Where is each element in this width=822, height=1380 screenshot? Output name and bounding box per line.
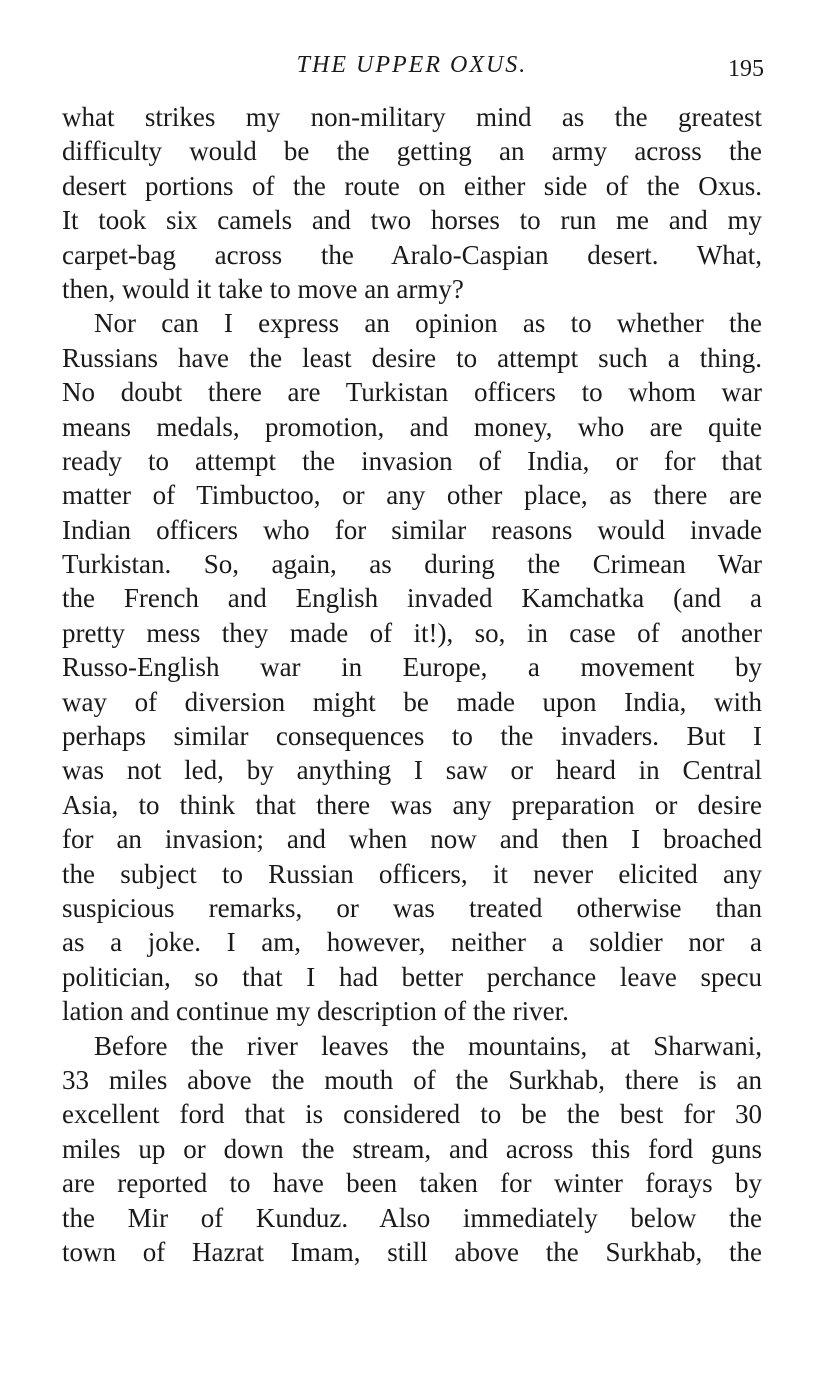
text-line: Russians have the least desire to attempt such a thing. [62,342,762,373]
text-line: then, would it take to move an army? [62,273,464,304]
text-line: pretty mess they made of it!), so, in case of another [62,617,762,648]
text-line: the French and English invaded Kamchatka (and a [62,583,762,614]
text-line: what strikes my non-military mind as the greatest [62,102,762,132]
text-line: lation and continue my description of the river. [62,996,569,1027]
text-line: It took six camels and two horses to run me and my [62,205,762,236]
text-line: excellent ford that is considered to be the best for 30 [62,1099,762,1130]
text-line: Russo-English war in Europe, a movement by [62,652,762,683]
text-line: 33 miles above the mouth of the Surkhab, there is an [62,1064,762,1095]
text-line: perhaps similar consequences to the invaders. But I [62,721,762,752]
text-line: difficulty would be the getting an army across the [62,136,762,167]
text-line: means medals, promotion, and money, who are quite [62,411,762,442]
text-line: No doubt there are Turkistan officers to whom war [62,377,762,408]
text-line: Turkistan. So, again, as during the Crimean War [62,549,762,580]
text-line: as a joke. I am, however, neither a soldier nor a [62,927,762,958]
text-line: suspicious remarks, or was treated otherwise than [62,892,762,923]
running-head [62,52,762,86]
text-line: the subject to Russian officers, it never elicited any [62,858,762,889]
text-line: matter of Timbuctoo, or any other place, as there are [62,480,762,511]
running-title: THE UPPER OXUS. [296,52,528,78]
text-line: politician, so that I had better perchance leave specu [62,961,762,992]
text-line: ready to attempt the invasion of India, or for that [62,445,762,476]
text-line: for an invasion; and when now and then I broached [62,824,762,855]
text-line: Nor can I express an opinion as to whether the [94,308,762,339]
text-line: Before the river leaves the mountains, at Sharwani, [94,1030,762,1061]
page-number: 195 [728,56,764,82]
text-line: was not led, by anything I saw or heard in Central [62,755,762,786]
text-line: are reported to have been taken for winter forays by [62,1168,762,1199]
text-line: Asia, to think that there was any preparation or desire [62,789,762,820]
text-line: way of diversion might be made upon India, with [62,686,762,717]
text-line: carpet-bag across the Aralo-Caspian desert. What, [62,239,762,270]
text-line: town of Hazrat Imam, still above the Surkhab, the [62,1236,762,1267]
text-line: miles up or down the stream, and across this ford guns [62,1133,762,1164]
text-line: desert portions of the route on either side of the Oxus. [62,170,762,201]
text-line: the Mir of Kunduz. Also immediately below the [62,1202,762,1233]
text-line: Indian officers who for similar reasons would invade [62,514,762,545]
body-text [62,100,762,1269]
